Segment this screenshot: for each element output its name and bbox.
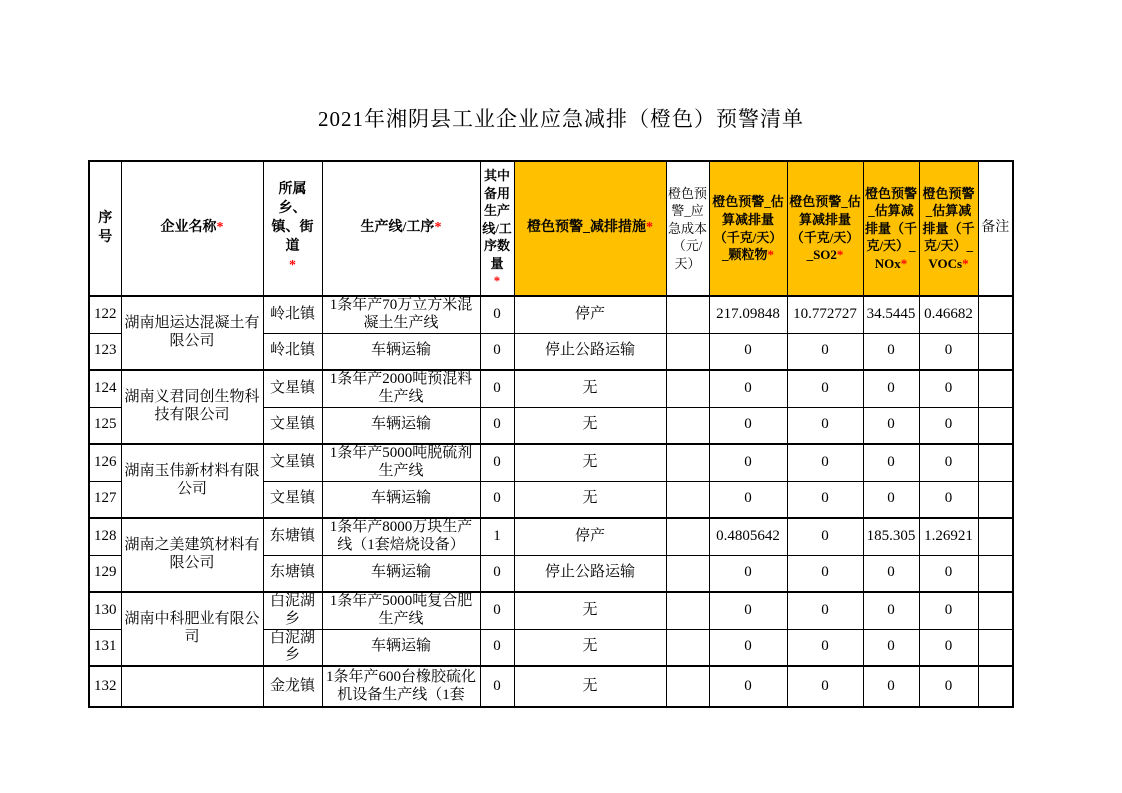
col-header-pm — [709, 161, 787, 296]
cell-so2: 0 — [787, 444, 863, 481]
table-row — [89, 444, 1013, 481]
required-asterisk: * — [767, 247, 774, 263]
table-row — [89, 592, 1013, 629]
cell-pm: 0 — [709, 407, 787, 444]
col-header-so2-label: 橙色预警_估算减排量（千克/天）_SO2 — [789, 194, 861, 263]
table-row — [89, 370, 1013, 407]
cell-note — [978, 592, 1013, 629]
col-header-seq — [89, 161, 121, 296]
cell-nox: 0 — [863, 666, 919, 707]
cell-pm: 0 — [709, 333, 787, 370]
cell-measure: 无 — [514, 629, 666, 666]
cell-so2: 0 — [787, 407, 863, 444]
cell-vocs: 0 — [919, 407, 978, 444]
document-title: 2021年湘阴县工业企业应急减排（橙色）预警清单 — [318, 107, 804, 131]
cell-measure: 无 — [514, 666, 666, 707]
cell-vocs: 0 — [919, 629, 978, 666]
cell-seq: 123 — [89, 333, 121, 370]
cell-count: 0 — [480, 592, 514, 629]
col-header-seq-label: 序号 — [98, 210, 113, 245]
cell-cost — [666, 481, 709, 518]
cell-measure: 无 — [514, 444, 666, 481]
cell-nox: 0 — [863, 370, 919, 407]
cell-vocs: 0.46682 — [919, 296, 978, 333]
col-header-vocs — [919, 161, 978, 296]
cell-so2: 0 — [787, 518, 863, 555]
cell-cost — [666, 518, 709, 555]
cell-note — [978, 370, 1013, 407]
cell-pm: 217.09848 — [709, 296, 787, 333]
cell-town: 东塘镇 — [263, 555, 322, 592]
cell-cost — [666, 333, 709, 370]
cell-line: 1条年产600台橡胶硫化机设备生产线（1套 — [322, 666, 480, 707]
cell-nox: 0 — [863, 629, 919, 666]
cell-measure: 无 — [514, 370, 666, 407]
cell-pm: 0 — [709, 629, 787, 666]
header-row — [89, 161, 1013, 296]
cell-count: 1 — [480, 518, 514, 555]
table-body — [89, 296, 1013, 707]
cell-cost — [666, 407, 709, 444]
required-asterisk: * — [962, 255, 969, 271]
cell-town: 文星镇 — [263, 370, 322, 407]
cell-so2: 0 — [787, 370, 863, 407]
cell-so2: 0 — [787, 555, 863, 592]
table-row — [89, 296, 1013, 333]
col-header-pm-label: 橙色预警_估算减排量（千克/天）_颗粒物 — [712, 194, 784, 263]
cell-pm: 0.4805642 — [709, 518, 787, 555]
cell-vocs: 1.26921 — [919, 518, 978, 555]
table-row — [89, 518, 1013, 555]
cell-cost — [666, 666, 709, 707]
cell-seq: 126 — [89, 444, 121, 481]
cell-nox: 0 — [863, 481, 919, 518]
cell-company: 湖南义君同创生物科技有限公司 — [121, 370, 263, 444]
col-header-measures — [514, 161, 666, 296]
cell-company: 湖南之美建筑材料有限公司 — [121, 518, 263, 592]
cell-note — [978, 481, 1013, 518]
col-header-nox-label: 橙色预警_估算减排量（千克/天）_NOx — [864, 185, 917, 271]
cell-company: 湖南旭运达混凝土有限公司 — [121, 296, 263, 370]
cell-pm: 0 — [709, 481, 787, 518]
cell-note — [978, 444, 1013, 481]
cell-measure: 停止公路运输 — [514, 333, 666, 370]
cell-so2: 0 — [787, 333, 863, 370]
cell-seq: 131 — [89, 629, 121, 666]
cell-measure: 无 — [514, 481, 666, 518]
col-header-line-label: 生产线/工序 — [360, 220, 435, 236]
cell-measure: 停止公路运输 — [514, 555, 666, 592]
cell-nox: 0 — [863, 407, 919, 444]
col-header-line — [322, 161, 480, 296]
col-header-note-label: 备注 — [981, 220, 1010, 236]
cell-nox: 185.305 — [863, 518, 919, 555]
cell-town: 岭北镇 — [263, 296, 322, 333]
cell-line: 车辆运输 — [322, 481, 480, 518]
cell-vocs: 0 — [919, 666, 978, 707]
col-header-backup-count-label: 其中备用生产线/工序数量 — [482, 168, 512, 271]
cell-pm: 0 — [709, 444, 787, 481]
cell-count: 0 — [480, 481, 514, 518]
cell-cost — [666, 370, 709, 407]
cell-count: 0 — [480, 629, 514, 666]
cell-count: 0 — [480, 444, 514, 481]
cell-seq: 124 — [89, 370, 121, 407]
cell-vocs: 0 — [919, 481, 978, 518]
required-asterisk: * — [900, 255, 908, 271]
cell-note — [978, 333, 1013, 370]
cell-company: 湖南中科肥业有限公司 — [121, 592, 263, 666]
cell-line: 1条年产5000吨脱硫剂生产线 — [322, 444, 480, 481]
cell-town: 东塘镇 — [263, 518, 322, 555]
cell-town: 白泥湖乡 — [263, 629, 322, 666]
col-header-measures-label: 橙色预警_减排措施 — [527, 220, 646, 236]
cell-nox: 0 — [863, 444, 919, 481]
required-asterisk: * — [434, 220, 442, 236]
col-header-cost — [666, 161, 709, 296]
cell-seq: 128 — [89, 518, 121, 555]
cell-seq: 125 — [89, 407, 121, 444]
cell-seq: 129 — [89, 555, 121, 592]
required-asterisk: * — [493, 273, 501, 289]
col-header-town-label: 所属乡、镇、街道 — [271, 182, 314, 254]
cell-count: 0 — [480, 666, 514, 707]
cell-note — [978, 407, 1013, 444]
col-header-so2 — [787, 161, 863, 296]
col-header-note — [978, 161, 1013, 296]
table-row — [89, 666, 1013, 707]
cell-cost — [666, 592, 709, 629]
table-header — [89, 161, 1013, 296]
cell-line: 1条年产70万立方米混凝土生产线 — [322, 296, 480, 333]
cell-line: 车辆运输 — [322, 407, 480, 444]
cell-so2: 0 — [787, 629, 863, 666]
cell-count: 0 — [480, 555, 514, 592]
required-asterisk: * — [646, 220, 653, 236]
cell-cost — [666, 555, 709, 592]
required-asterisk: * — [289, 257, 296, 273]
cell-count: 0 — [480, 407, 514, 444]
cell-measure: 停产 — [514, 518, 666, 555]
cell-note — [978, 629, 1013, 666]
col-header-backup-count — [480, 161, 514, 296]
cell-pm: 0 — [709, 592, 787, 629]
cell-company — [121, 666, 263, 707]
cell-note — [978, 555, 1013, 592]
col-header-town — [263, 161, 322, 296]
col-header-company-label: 企业名称 — [160, 220, 217, 236]
col-header-cost-label: 橙色预警_应急成本（元/天） — [667, 185, 707, 271]
cell-so2: 10.772727 — [787, 296, 863, 333]
cell-pm: 0 — [709, 555, 787, 592]
cell-line: 车辆运输 — [322, 333, 480, 370]
cell-measure: 无 — [514, 407, 666, 444]
cell-line: 1条年产8000万块生产线（1套焙烧设备） — [322, 518, 480, 555]
cell-seq: 130 — [89, 592, 121, 629]
cell-cost — [666, 444, 709, 481]
cell-nox: 34.5445 — [863, 296, 919, 333]
cell-town: 岭北镇 — [263, 333, 322, 370]
cell-seq: 132 — [89, 666, 121, 707]
cell-vocs: 0 — [919, 592, 978, 629]
cell-town: 文星镇 — [263, 407, 322, 444]
cell-so2: 0 — [787, 666, 863, 707]
cell-cost — [666, 629, 709, 666]
cell-count: 0 — [480, 370, 514, 407]
cell-vocs: 0 — [919, 370, 978, 407]
cell-town: 文星镇 — [263, 481, 322, 518]
cell-nox: 0 — [863, 592, 919, 629]
cell-count: 0 — [480, 333, 514, 370]
cell-line: 车辆运输 — [322, 629, 480, 666]
cell-note — [978, 518, 1013, 555]
cell-seq: 127 — [89, 481, 121, 518]
cell-so2: 0 — [787, 592, 863, 629]
required-asterisk: * — [216, 220, 224, 236]
cell-so2: 0 — [787, 481, 863, 518]
cell-seq: 122 — [89, 296, 121, 333]
cell-note — [978, 666, 1013, 707]
cell-company: 湖南玉伟新材料有限公司 — [121, 444, 263, 518]
cell-nox: 0 — [863, 333, 919, 370]
cell-count: 0 — [480, 296, 514, 333]
cell-nox: 0 — [863, 555, 919, 592]
cell-vocs: 0 — [919, 444, 978, 481]
cell-town: 白泥湖乡 — [263, 592, 322, 629]
col-header-vocs-label: 橙色预警_估算减排量（千克/天）_VOCs — [922, 185, 975, 271]
cell-measure: 停产 — [514, 296, 666, 333]
cell-line: 车辆运输 — [322, 555, 480, 592]
cell-line: 1条年产5000吨复合肥生产线 — [322, 592, 480, 629]
cell-measure: 无 — [514, 592, 666, 629]
cell-vocs: 0 — [919, 555, 978, 592]
cell-town: 文星镇 — [263, 444, 322, 481]
col-header-company — [121, 161, 263, 296]
cell-line: 1条年产2000吨预混料生产线 — [322, 370, 480, 407]
cell-pm: 0 — [709, 370, 787, 407]
cell-pm: 0 — [709, 666, 787, 707]
required-asterisk: * — [836, 247, 844, 263]
cell-note — [978, 296, 1013, 333]
col-header-nox — [863, 161, 919, 296]
cell-town: 金龙镇 — [263, 666, 322, 707]
warning-table — [88, 160, 1014, 708]
cell-vocs: 0 — [919, 333, 978, 370]
cell-cost — [666, 296, 709, 333]
